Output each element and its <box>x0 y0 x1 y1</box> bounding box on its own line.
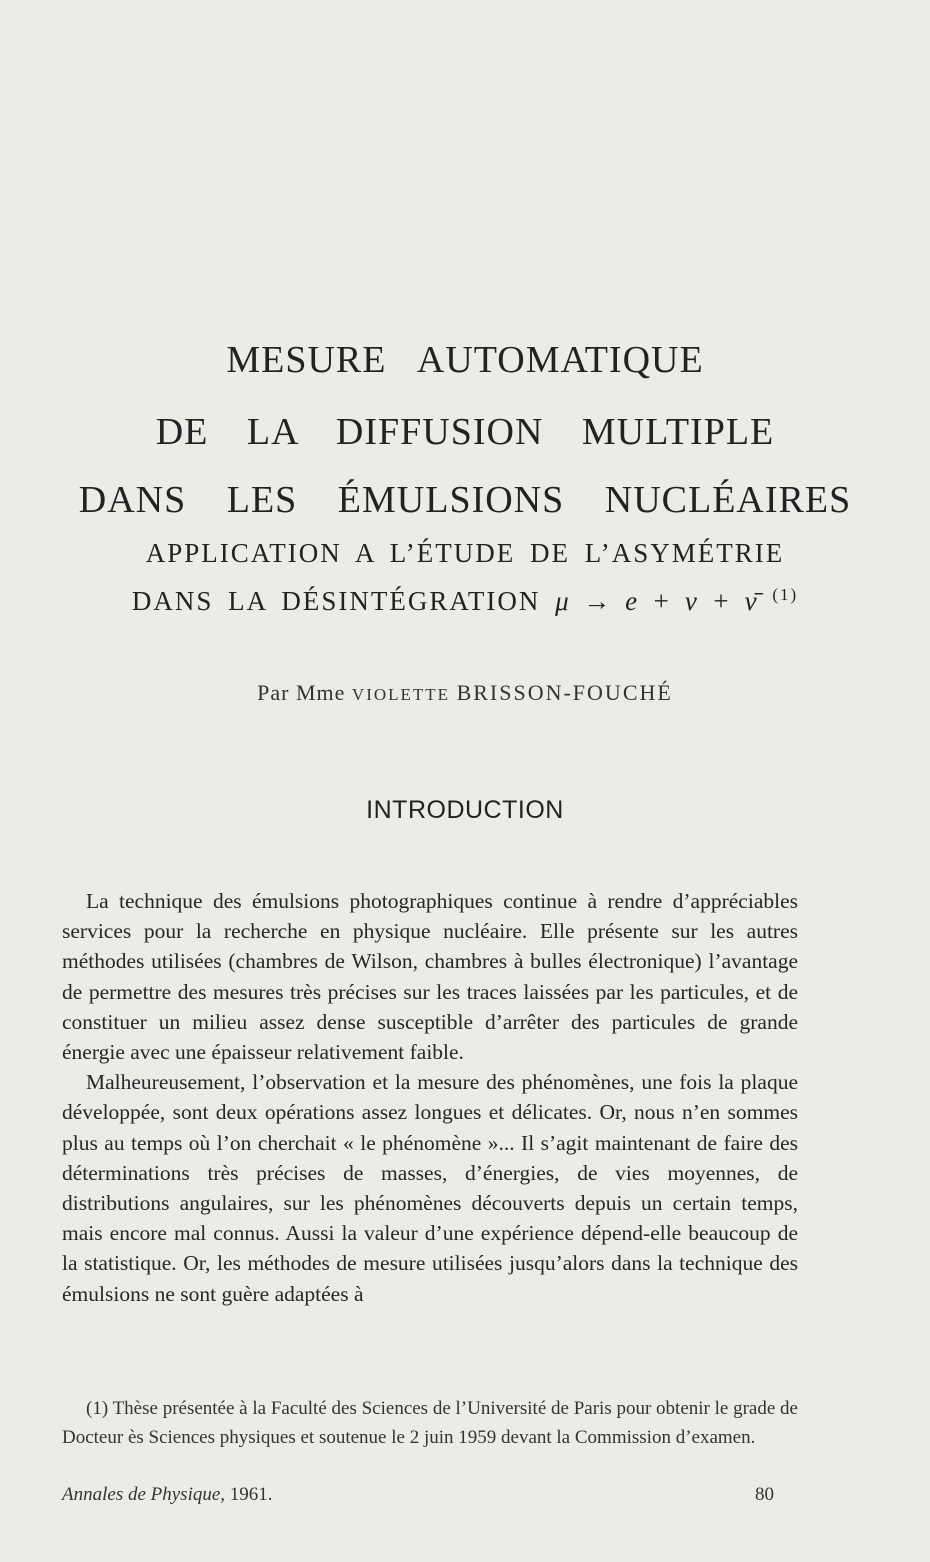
footnote-text: (1) Thèse présentée à la Faculté des Sciences de l’Université de Paris pour obtenir le grade de Docteur ès Sciences physiques et soutenue le 2 juin 1959 devant la Commission d’examen. <box>62 1398 798 1448</box>
subtitle-line-2-text: DANS LA DÉSINTÉGRATION <box>131 586 541 616</box>
title-line-2: DE LA DIFFUSION MULTIPLE <box>155 411 775 453</box>
body-paragraph-2: Malheureusement, l’observation et la mesure des phénomènes, une fois la plaque développée, sont deux opérations assez longues et délicates. Or, nous n’en sommes plus au temps où l’on cherchait « le phénomène »... Il s’agit maintenant de faire des déterminations très précises de masses, d’énergies, de vies moyennes, de distributions angulaires, sur les phénomènes découverts depuis un certain temps, mais encore mal connus. Aussi la valeur d’une expérience dépend-elle beaucoup de la statistique. Or, les méthodes de mesure utilisées jusqu’alors dans la technique des émulsions ne sont guère adaptées à <box>62 1070 798 1306</box>
decay-formula: μ → e + ν + ν̄ <box>555 586 758 616</box>
author-first-name: VIOLETTE <box>351 685 451 704</box>
journal-year: 1961. <box>229 1484 273 1505</box>
page-number: 80 <box>755 1484 774 1505</box>
journal-name: Annales de Physique, <box>62 1484 226 1505</box>
author-prefix: Par Mme <box>257 680 346 705</box>
section-heading: INTRODUCTION <box>366 796 564 824</box>
title-footnote-mark: (1) <box>772 585 799 604</box>
body-text <box>62 886 798 1309</box>
author-last-name: BRISSON-FOUCHÉ <box>456 680 673 705</box>
body-paragraph-1: La technique des émulsions photographiques continue à rendre d’appréciables services pour la recherche en physique nucléaire. Elle présente sur les autres méthodes utilisées (chambres de Wilson, chambres à bulles électronique) l’avantage de permettre des mesures très précises sur les traces laissées par les particules, et de constituer un milieu assez dense susceptible d’arrêter des particules de grande énergie avec une épaisseur relativement faible. <box>62 889 798 1065</box>
footnote <box>62 1394 798 1452</box>
journal-citation <box>62 1484 273 1506</box>
title-line-1: MESURE AUTOMATIQUE <box>226 339 704 381</box>
subtitle-line-1: APPLICATION A L’ÉTUDE DE L’ASYMÉTRIE <box>145 538 785 568</box>
subtitle-line-2 <box>0 585 930 617</box>
author-line <box>0 680 930 706</box>
title-line-3: DANS LES ÉMULSIONS NUCLÉAIRES <box>78 479 852 521</box>
